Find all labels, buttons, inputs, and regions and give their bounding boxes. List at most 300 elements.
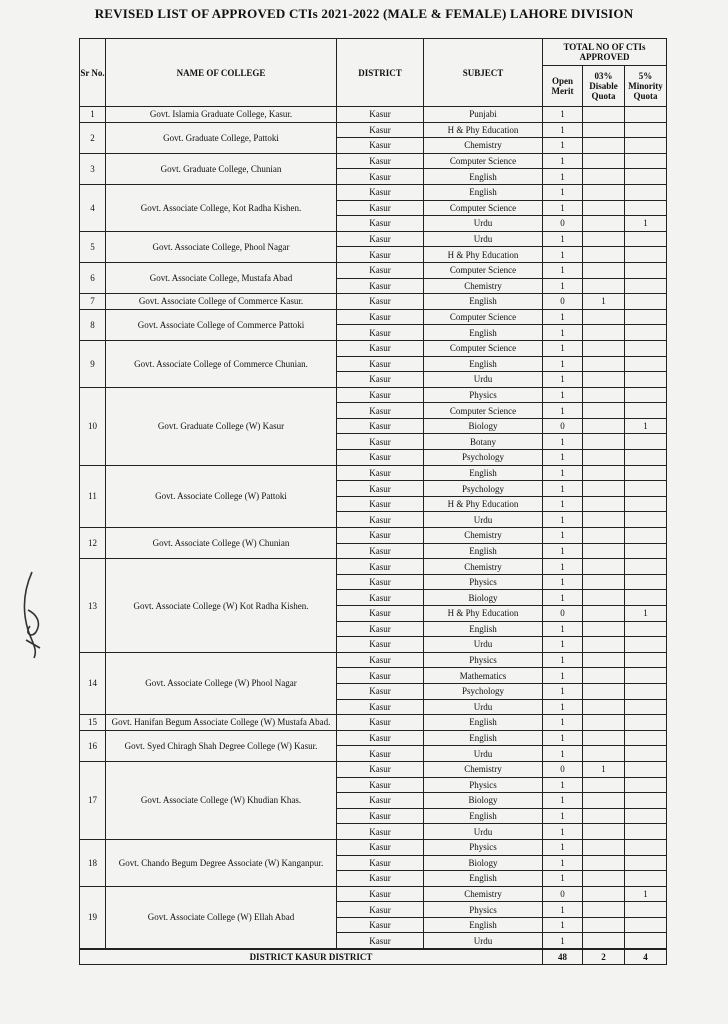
page-title: REVISED LIST OF APPROVED CTIs 2021-2022 (MALE & FEMALE) LAHORE DIVISION (94, 6, 634, 21)
disable-quota-cell (583, 808, 625, 824)
minority-quota-cell (625, 496, 667, 512)
open-merit-cell: 1 (543, 839, 583, 855)
open-merit-cell: 1 (543, 528, 583, 544)
serial-number: 10 (80, 387, 106, 465)
district-cell: Kasur (337, 262, 424, 278)
subject-cell: Physics (424, 902, 543, 918)
minority-quota-cell (625, 294, 667, 310)
disable-quota-cell (583, 216, 625, 232)
disable-quota-cell (583, 169, 625, 185)
minority-quota-cell (625, 434, 667, 450)
disable-quota-cell (583, 543, 625, 559)
disable-quota-cell (583, 184, 625, 200)
minority-quota-cell (625, 184, 667, 200)
district-cell: Kasur (337, 481, 424, 497)
table-row (80, 294, 667, 310)
minority-quota-cell (625, 777, 667, 793)
subject-cell: Computer Science (424, 153, 543, 169)
district-cell: Kasur (337, 434, 424, 450)
district-cell: Kasur (337, 372, 424, 388)
serial-number: 5 (80, 231, 106, 262)
district-cell: Kasur (337, 122, 424, 138)
subject-cell: Chemistry (424, 528, 543, 544)
open-merit-cell: 1 (543, 652, 583, 668)
open-merit-cell: 1 (543, 637, 583, 653)
open-merit-cell: 1 (543, 309, 583, 325)
serial-number: 2 (80, 122, 106, 153)
college-name: Govt. Associate College, Mustafa Abad (106, 262, 337, 293)
minority-quota-cell: 1 (625, 418, 667, 434)
subject-cell: Biology (424, 793, 543, 809)
total-minority-quota: 4 (625, 949, 667, 965)
open-merit-cell: 1 (543, 450, 583, 466)
subject-cell: Biology (424, 590, 543, 606)
open-merit-cell: 1 (543, 496, 583, 512)
subject-cell: Botany (424, 434, 543, 450)
disable-quota-cell (583, 138, 625, 154)
minority-quota-cell (625, 730, 667, 746)
subject-cell: Chemistry (424, 559, 543, 575)
district-cell: Kasur (337, 933, 424, 949)
subject-cell: Chemistry (424, 886, 543, 902)
table-row (80, 387, 667, 403)
minority-quota-cell (625, 278, 667, 294)
minority-quota-cell (625, 512, 667, 528)
district-cell: Kasur (337, 169, 424, 185)
minority-quota-cell (625, 231, 667, 247)
minority-quota-cell (625, 107, 667, 123)
open-merit-cell: 1 (543, 169, 583, 185)
disable-quota-cell (583, 917, 625, 933)
serial-number: 9 (80, 340, 106, 387)
header-college: NAME OF COLLEGE (106, 39, 337, 107)
subject-cell: Computer Science (424, 200, 543, 216)
subject-cell: Urdu (424, 231, 543, 247)
open-merit-cell: 1 (543, 871, 583, 887)
open-merit-cell: 1 (543, 933, 583, 949)
open-merit-cell: 1 (543, 356, 583, 372)
district-cell: Kasur (337, 107, 424, 123)
subject-cell: English (424, 356, 543, 372)
open-merit-cell: 1 (543, 699, 583, 715)
total-open-merit: 48 (543, 949, 583, 965)
open-merit-cell: 1 (543, 340, 583, 356)
subject-cell: Psychology (424, 683, 543, 699)
minority-quota-cell (625, 372, 667, 388)
subject-cell: Urdu (424, 637, 543, 653)
disable-quota-cell (583, 496, 625, 512)
open-merit-cell: 1 (543, 200, 583, 216)
serial-number: 17 (80, 761, 106, 839)
subject-cell: Urdu (424, 746, 543, 762)
table-row (80, 886, 667, 902)
minority-quota-cell (625, 387, 667, 403)
minority-quota-cell (625, 153, 667, 169)
table-row (80, 107, 667, 123)
open-merit-cell: 1 (543, 278, 583, 294)
subject-cell: English (424, 917, 543, 933)
college-name: Govt. Associate College (W) Khudian Khas. (106, 761, 337, 839)
district-cell: Kasur (337, 621, 424, 637)
table-row (80, 184, 667, 200)
minority-quota-cell (625, 574, 667, 590)
district-cell: Kasur (337, 465, 424, 481)
minority-quota-cell (625, 138, 667, 154)
district-cell: Kasur (337, 824, 424, 840)
open-merit-cell: 1 (543, 777, 583, 793)
subject-cell: Urdu (424, 216, 543, 232)
subject-cell: Physics (424, 574, 543, 590)
college-name: Govt. Associate College (W) Phool Nagar (106, 652, 337, 714)
subject-cell: Computer Science (424, 309, 543, 325)
district-cell: Kasur (337, 886, 424, 902)
table-row (80, 153, 667, 169)
disable-quota-cell (583, 340, 625, 356)
open-merit-cell: 0 (543, 886, 583, 902)
open-merit-cell: 1 (543, 855, 583, 871)
minority-quota-cell (625, 652, 667, 668)
district-cell: Kasur (337, 247, 424, 263)
disable-quota-cell (583, 730, 625, 746)
serial-number: 7 (80, 294, 106, 310)
open-merit-cell: 1 (543, 184, 583, 200)
subject-cell: English (424, 621, 543, 637)
open-merit-cell: 1 (543, 247, 583, 263)
disable-quota-cell (583, 777, 625, 793)
subject-cell: Psychology (424, 481, 543, 497)
subject-cell: H & Phy Education (424, 122, 543, 138)
disable-quota-cell: 1 (583, 761, 625, 777)
table-row (80, 730, 667, 746)
minority-quota-cell (625, 481, 667, 497)
total-label: DISTRICT KASUR DISTRICT (80, 949, 543, 965)
minority-quota-cell (625, 247, 667, 263)
serial-number: 16 (80, 730, 106, 761)
subject-cell: Physics (424, 777, 543, 793)
header-sr: Sr No. (80, 39, 106, 107)
subject-cell: English (424, 715, 543, 731)
subject-cell: English (424, 294, 543, 310)
open-merit-cell: 1 (543, 512, 583, 528)
signature (14, 570, 54, 660)
minority-quota-cell (625, 340, 667, 356)
minority-quota-cell (625, 699, 667, 715)
disable-quota-cell (583, 247, 625, 263)
college-name: Govt. Associate College, Kot Radha Kishen. (106, 184, 337, 231)
district-cell: Kasur (337, 153, 424, 169)
minority-quota-cell (625, 668, 667, 684)
open-merit-cell: 1 (543, 465, 583, 481)
header-minority-quota: 5% Minority Quota (625, 66, 667, 107)
disable-quota-cell (583, 278, 625, 294)
minority-quota-cell (625, 761, 667, 777)
minority-quota-cell (625, 450, 667, 466)
district-cell: Kasur (337, 387, 424, 403)
disable-quota-cell (583, 839, 625, 855)
college-name: Govt. Graduate College, Pattoki (106, 122, 337, 153)
district-cell: Kasur (337, 294, 424, 310)
district-cell: Kasur (337, 761, 424, 777)
total-disable-quota: 2 (583, 949, 625, 965)
district-cell: Kasur (337, 855, 424, 871)
open-merit-cell: 0 (543, 294, 583, 310)
minority-quota-cell (625, 933, 667, 949)
disable-quota-cell (583, 231, 625, 247)
disable-quota-cell (583, 590, 625, 606)
subject-cell: Computer Science (424, 262, 543, 278)
table-row (80, 122, 667, 138)
district-cell: Kasur (337, 231, 424, 247)
district-cell: Kasur (337, 325, 424, 341)
disable-quota-cell (583, 699, 625, 715)
disable-quota-cell (583, 200, 625, 216)
open-merit-cell: 1 (543, 543, 583, 559)
open-merit-cell: 1 (543, 715, 583, 731)
disable-quota-cell (583, 824, 625, 840)
table-row (80, 839, 667, 855)
subject-cell: Punjabi (424, 107, 543, 123)
disable-quota-cell (583, 372, 625, 388)
disable-quota-cell (583, 403, 625, 419)
subject-cell: H & Phy Education (424, 247, 543, 263)
minority-quota-cell (625, 590, 667, 606)
header-district: DISTRICT (337, 39, 424, 107)
open-merit-cell: 1 (543, 917, 583, 933)
serial-number: 11 (80, 465, 106, 527)
open-merit-cell: 1 (543, 107, 583, 123)
table-row (80, 715, 667, 731)
minority-quota-cell (625, 637, 667, 653)
college-name: Govt. Associate College (W) Kot Radha Kishen. (106, 559, 337, 653)
open-merit-cell: 0 (543, 418, 583, 434)
minority-quota-cell: 1 (625, 606, 667, 622)
open-merit-cell: 1 (543, 122, 583, 138)
subject-cell: Urdu (424, 933, 543, 949)
open-merit-cell: 1 (543, 590, 583, 606)
disable-quota-cell (583, 637, 625, 653)
college-name: Govt. Graduate College, Chunian (106, 153, 337, 184)
minority-quota-cell: 1 (625, 886, 667, 902)
district-cell: Kasur (337, 340, 424, 356)
open-merit-cell: 1 (543, 746, 583, 762)
table-row (80, 262, 667, 278)
minority-quota-cell (625, 169, 667, 185)
serial-number: 15 (80, 715, 106, 731)
table-row (80, 559, 667, 575)
disable-quota-cell (583, 855, 625, 871)
disable-quota-cell (583, 652, 625, 668)
district-cell: Kasur (337, 418, 424, 434)
serial-number: 12 (80, 528, 106, 559)
serial-number: 18 (80, 839, 106, 886)
disable-quota-cell (583, 153, 625, 169)
college-name: Govt. Associate College (W) Ellah Abad (106, 886, 337, 949)
subject-cell: Chemistry (424, 761, 543, 777)
open-merit-cell: 0 (543, 606, 583, 622)
district-cell: Kasur (337, 730, 424, 746)
district-cell: Kasur (337, 699, 424, 715)
subject-cell: Computer Science (424, 340, 543, 356)
disable-quota-cell (583, 683, 625, 699)
serial-number: 13 (80, 559, 106, 653)
minority-quota-cell (625, 325, 667, 341)
open-merit-cell: 1 (543, 372, 583, 388)
serial-number: 14 (80, 652, 106, 714)
district-cell: Kasur (337, 574, 424, 590)
disable-quota-cell (583, 481, 625, 497)
minority-quota-cell (625, 746, 667, 762)
district-cell: Kasur (337, 356, 424, 372)
header-disable-quota: 03% Disable Quota (583, 66, 625, 107)
table-row (80, 309, 667, 325)
district-cell: Kasur (337, 839, 424, 855)
minority-quota-cell (625, 543, 667, 559)
subject-cell: Physics (424, 652, 543, 668)
cti-table (79, 38, 667, 965)
district-cell: Kasur (337, 450, 424, 466)
college-name: Govt. Associate College (W) Pattoki (106, 465, 337, 527)
disable-quota-cell (583, 465, 625, 481)
subject-cell: Computer Science (424, 403, 543, 419)
college-name: Govt. Associate College of Commerce Kasur. (106, 294, 337, 310)
open-merit-cell: 1 (543, 730, 583, 746)
district-cell: Kasur (337, 793, 424, 809)
disable-quota-cell (583, 309, 625, 325)
disable-quota-cell (583, 512, 625, 528)
district-cell: Kasur (337, 902, 424, 918)
subject-cell: Biology (424, 418, 543, 434)
open-merit-cell: 1 (543, 559, 583, 575)
disable-quota-cell (583, 262, 625, 278)
minority-quota-cell (625, 122, 667, 138)
table-row (80, 761, 667, 777)
disable-quota-cell (583, 793, 625, 809)
minority-quota-cell (625, 871, 667, 887)
disable-quota-cell (583, 871, 625, 887)
open-merit-cell: 1 (543, 387, 583, 403)
disable-quota-cell (583, 621, 625, 637)
subject-cell: Mathematics (424, 668, 543, 684)
open-merit-cell: 1 (543, 325, 583, 341)
subject-cell: English (424, 808, 543, 824)
college-name: Govt. Chando Begum Degree Associate (W) Kanganpur. (106, 839, 337, 886)
district-cell: Kasur (337, 528, 424, 544)
district-cell: Kasur (337, 683, 424, 699)
disable-quota-cell: 1 (583, 294, 625, 310)
district-cell: Kasur (337, 808, 424, 824)
minority-quota-cell (625, 902, 667, 918)
open-merit-cell: 1 (543, 793, 583, 809)
disable-quota-cell (583, 450, 625, 466)
district-cell: Kasur (337, 917, 424, 933)
open-merit-cell: 1 (543, 153, 583, 169)
subject-cell: Urdu (424, 372, 543, 388)
header-total: TOTAL NO OF CTIs APPROVED (543, 39, 667, 66)
minority-quota-cell (625, 309, 667, 325)
district-cell: Kasur (337, 184, 424, 200)
disable-quota-cell (583, 528, 625, 544)
minority-quota-cell (625, 839, 667, 855)
disable-quota-cell (583, 668, 625, 684)
minority-quota-cell (625, 356, 667, 372)
open-merit-cell: 1 (543, 574, 583, 590)
table-row (80, 231, 667, 247)
subject-cell: Physics (424, 839, 543, 855)
disable-quota-cell (583, 933, 625, 949)
disable-quota-cell (583, 356, 625, 372)
open-merit-cell: 1 (543, 808, 583, 824)
minority-quota-cell (625, 465, 667, 481)
minority-quota-cell (625, 715, 667, 731)
minority-quota-cell (625, 200, 667, 216)
subject-cell: English (424, 169, 543, 185)
district-cell: Kasur (337, 278, 424, 294)
subject-cell: Urdu (424, 512, 543, 528)
district-cell: Kasur (337, 637, 424, 653)
subject-cell: H & Phy Education (424, 496, 543, 512)
college-name: Govt. Hanifan Begum Associate College (W) Mustafa Abad. (106, 715, 337, 731)
open-merit-cell: 1 (543, 138, 583, 154)
subject-cell: English (424, 543, 543, 559)
minority-quota-cell (625, 262, 667, 278)
subject-cell: Psychology (424, 450, 543, 466)
district-cell: Kasur (337, 496, 424, 512)
open-merit-cell: 1 (543, 403, 583, 419)
district-cell: Kasur (337, 715, 424, 731)
subject-cell: Chemistry (424, 278, 543, 294)
open-merit-cell: 1 (543, 481, 583, 497)
minority-quota-cell (625, 917, 667, 933)
subject-cell: Urdu (424, 699, 543, 715)
college-name: Govt. Associate College, Phool Nagar (106, 231, 337, 262)
subject-cell: Physics (424, 387, 543, 403)
disable-quota-cell (583, 434, 625, 450)
disable-quota-cell (583, 107, 625, 123)
table-row (80, 528, 667, 544)
subject-cell: Chemistry (424, 138, 543, 154)
serial-number: 8 (80, 309, 106, 340)
open-merit-cell: 1 (543, 668, 583, 684)
subject-cell: English (424, 184, 543, 200)
disable-quota-cell (583, 715, 625, 731)
open-merit-cell: 1 (543, 824, 583, 840)
disable-quota-cell (583, 325, 625, 341)
table-row (80, 652, 667, 668)
disable-quota-cell (583, 902, 625, 918)
minority-quota-cell (625, 403, 667, 419)
disable-quota-cell (583, 122, 625, 138)
district-cell: Kasur (337, 200, 424, 216)
college-name: Govt. Associate College of Commerce Chunian. (106, 340, 337, 387)
district-cell: Kasur (337, 590, 424, 606)
open-merit-cell: 1 (543, 683, 583, 699)
serial-number: 3 (80, 153, 106, 184)
district-cell: Kasur (337, 746, 424, 762)
district-cell: Kasur (337, 138, 424, 154)
district-cell: Kasur (337, 652, 424, 668)
open-merit-cell: 1 (543, 262, 583, 278)
table-row (80, 465, 667, 481)
minority-quota-cell (625, 824, 667, 840)
open-merit-cell: 1 (543, 621, 583, 637)
subject-cell: English (424, 465, 543, 481)
disable-quota-cell (583, 606, 625, 622)
minority-quota-cell (625, 621, 667, 637)
district-cell: Kasur (337, 559, 424, 575)
college-name: Govt. Islamia Graduate College, Kasur. (106, 107, 337, 123)
header-open-merit: Open Merit (543, 66, 583, 107)
subject-cell: H & Phy Education (424, 606, 543, 622)
